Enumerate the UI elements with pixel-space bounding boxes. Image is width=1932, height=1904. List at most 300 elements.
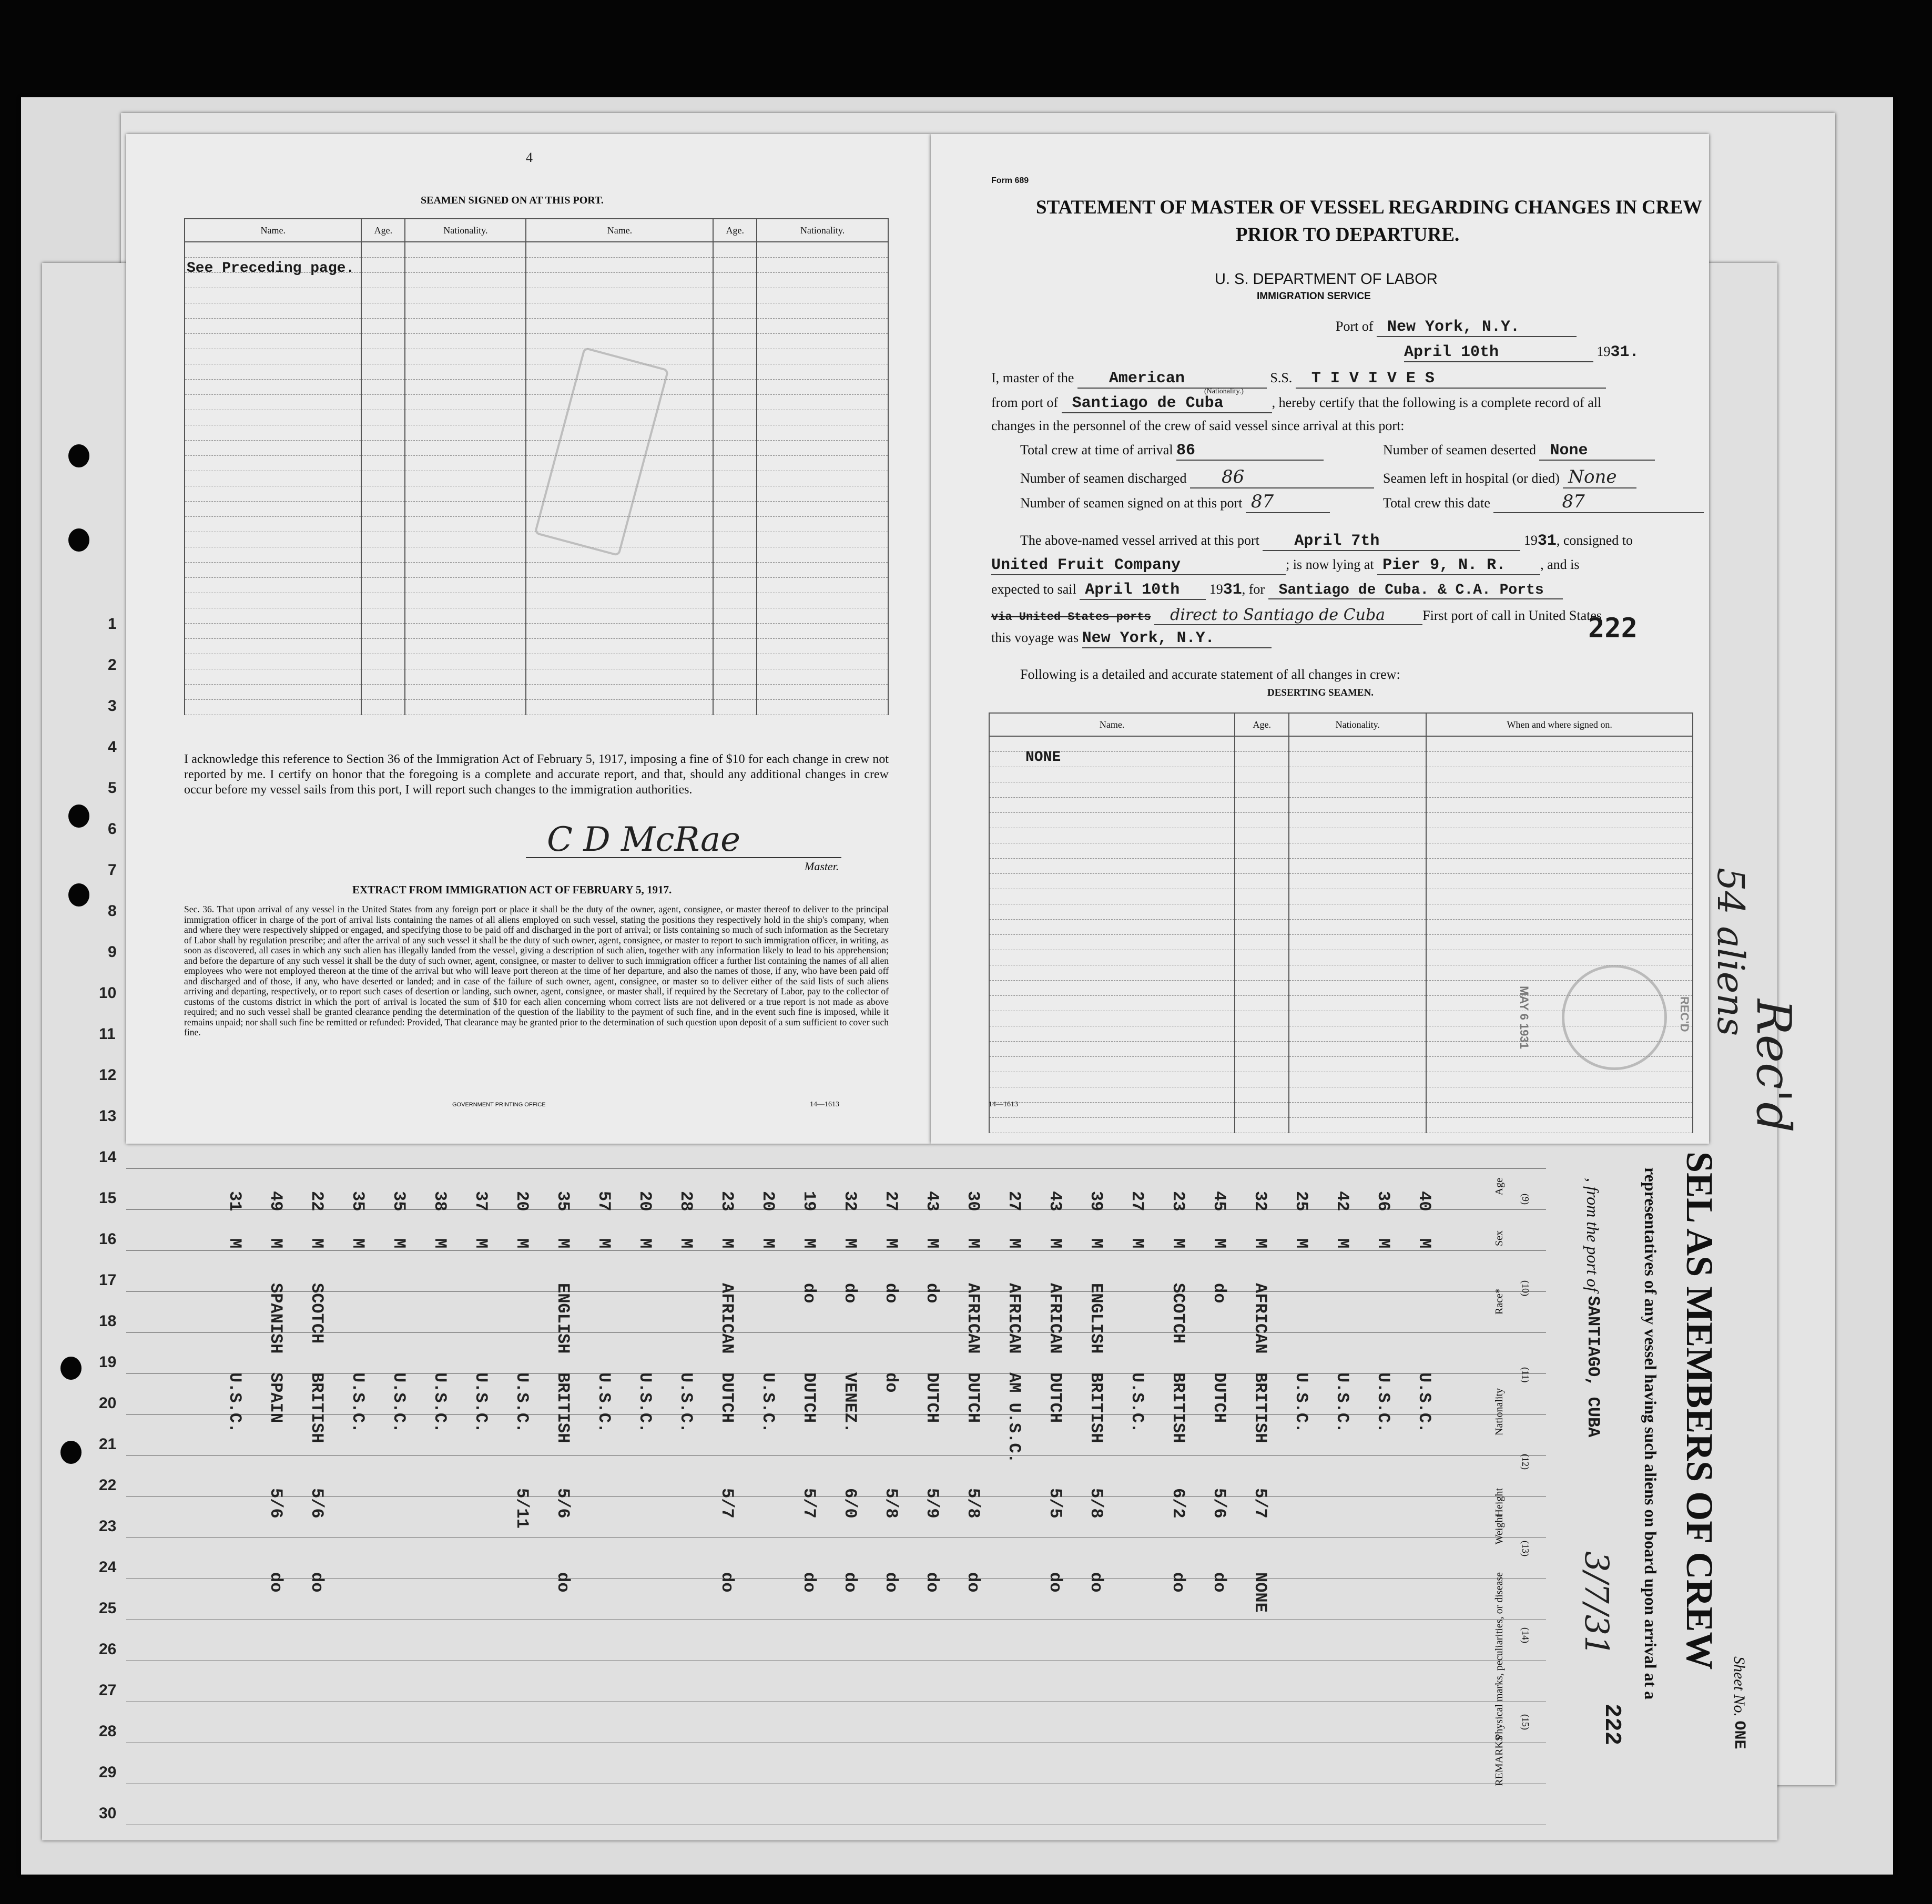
table-cell [405,303,526,319]
entry-nationality: U.S.C. [758,1372,778,1433]
consigned-label: , consigned to [1556,533,1633,548]
table-row [989,874,1693,889]
table-cell [1289,950,1426,965]
table-cell [757,441,888,456]
punch-hole [60,1357,82,1380]
row-number: 8 [108,902,117,920]
table-cell [713,593,757,608]
table-cell [713,517,757,532]
port-row [1336,318,1577,337]
table-cell [1426,859,1693,874]
deserting-entry: NONE [1025,749,1061,766]
table-cell [989,981,1235,996]
table-cell [757,242,888,258]
year-prefix: 19 [1597,344,1611,359]
entry-height: 5/6 [553,1488,573,1519]
table-row [989,767,1693,782]
table-cell [185,700,361,715]
entry-sex: M [1292,1238,1311,1249]
table-row [989,1103,1693,1118]
date-value: April 10th [1404,343,1593,362]
ss-label: S.S. [1270,370,1293,385]
entry-race: SCOTCH [1168,1283,1188,1344]
table-cell [757,654,888,669]
table-cell [757,380,888,395]
table-cell [989,920,1235,935]
table-cell [757,334,888,349]
punch-hole [60,1441,82,1464]
side-handwriting-recd: Rec'd [1746,999,1801,1133]
table-cell [405,319,526,334]
table-cell [989,996,1235,1011]
total-crew-date-label: Total crew this date [1383,495,1490,511]
page-number: 4 [526,150,533,165]
entry-nationality: DUTCH [717,1372,737,1423]
row-rule [126,1291,1546,1292]
col-age: Age. [361,219,405,242]
nationality-caption: (Nationality.) [1204,388,1244,395]
table-row [185,669,888,685]
row-number: 20 [99,1394,117,1412]
table-cell [361,258,405,273]
entry-nationality: U.S.C. [1127,1372,1147,1433]
entry-age: 19 [799,1191,819,1211]
table-cell [361,288,405,303]
table-cell [185,471,361,486]
table-cell [989,1087,1235,1103]
sheet-number [1730,1656,1748,1749]
entry-marks: do [840,1572,860,1593]
table-cell [1235,996,1289,1011]
entry-age: 20 [758,1191,778,1211]
table-cell [185,410,361,425]
row-number: 24 [99,1559,117,1576]
sail-date-value: April 10th [1080,581,1206,600]
arrived-row [1020,532,1633,551]
entry-age: 32 [1250,1191,1270,1211]
table-cell [1235,859,1289,874]
row-number: 7 [108,861,117,879]
manifest-column-number: (11) [1520,1367,1531,1383]
row-number: 16 [99,1230,117,1248]
table-row [989,935,1693,950]
table-cell [405,334,526,349]
row-number: 19 [99,1353,117,1371]
table-row [185,410,888,425]
discharged-label: Number of seamen discharged [1020,471,1187,486]
manifest-column-number: (12) [1520,1454,1531,1470]
table-cell [713,685,757,700]
table-cell [185,624,361,639]
table-cell [185,532,361,547]
entry-sex: M [963,1238,983,1249]
table-cell [1426,1118,1693,1133]
table-cell [361,303,405,319]
changes-text: changes in the personnel of the crew of said vessel since arrival at this port: [991,418,1405,433]
signed-on-rows [185,242,888,715]
table-cell [405,258,526,273]
total-crew-arrival-label: Total crew at time of arrival [1020,442,1173,457]
entry-marks: do [307,1572,327,1593]
table-row [989,736,1693,752]
entry-height: 5/7 [1250,1488,1270,1519]
table-cell [713,441,757,456]
table-cell [713,639,757,654]
table-cell [361,380,405,395]
table-cell [989,813,1235,828]
entry-age: 22 [307,1191,327,1211]
table-cell [526,685,713,700]
row-number: 9 [108,943,117,961]
table-cell [526,578,713,593]
stat-row-2b [1383,466,1636,488]
entry-nationality: U.S.C. [389,1372,409,1433]
date-stamp-text: MAY 6 1931 [1518,986,1531,1049]
master-signature: C D McRae [547,820,741,859]
table-cell [1235,950,1289,965]
entry-age: 23 [717,1191,737,1211]
table-cell [1426,965,1693,981]
table-cell [757,288,888,303]
total-crew-arrival-value: 86 [1176,442,1324,461]
table-cell [361,441,405,456]
entry-age: 42 [1333,1191,1352,1211]
table-cell [1235,1057,1289,1072]
table-row [989,1087,1693,1103]
entry-age: 20 [635,1191,655,1211]
first-port-value: New York, N.Y. [1082,629,1272,648]
row-number: 13 [99,1107,117,1125]
signed-on-title: SEAMEN SIGNED ON AT THIS PORT. [421,195,604,206]
table-row [185,700,888,715]
department: U. S. DEPARTMENT OF LABOR [1215,271,1438,288]
table-row [989,920,1693,935]
table-cell [757,471,888,486]
table-cell [526,258,713,273]
col-age-2: Age. [713,219,757,242]
table-cell [1289,935,1426,950]
entry-race: do [1209,1283,1229,1304]
certify-text: , hereby certify that the following is a complete record of all [1272,395,1602,410]
entry-age: 27 [1127,1191,1147,1211]
table-cell [185,547,361,563]
row-number: 23 [99,1518,117,1535]
table-cell [361,486,405,502]
table-cell [1289,798,1426,813]
entry-age: 27 [1004,1191,1024,1211]
table-cell [989,1103,1235,1118]
row-rule [126,1455,1546,1456]
table-cell [713,380,757,395]
table-cell [1289,920,1426,935]
stat-row-2 [1020,466,1374,488]
table-cell [1289,828,1426,843]
table-cell [405,441,526,456]
table-cell [713,654,757,669]
table-cell [757,578,888,593]
table-cell [757,547,888,563]
desert-col-signed: When and where signed on. [1426,713,1693,736]
table-cell [989,767,1235,782]
table-cell [361,578,405,593]
table-cell [757,669,888,685]
table-cell [185,669,361,685]
total-crew-date-value: 87 [1493,491,1704,513]
entry-nationality: U.S.C. [1374,1372,1393,1433]
table-cell [713,502,757,517]
table-cell [1289,1103,1426,1118]
entry-height: 6/0 [840,1488,860,1519]
table-cell [405,547,526,563]
row-number: 12 [99,1066,117,1084]
table-cell [185,517,361,532]
table-cell [757,502,888,517]
row-rule [126,1332,1546,1333]
table-cell [757,593,888,608]
table-cell [713,273,757,288]
table-cell [1235,965,1289,981]
table-cell [1289,767,1426,782]
row-number: 1 [108,615,117,633]
table-row [989,813,1693,828]
table-cell [185,303,361,319]
entry-marks: do [266,1572,286,1593]
manifest-header: Sex [1493,1230,1505,1246]
table-cell [405,364,526,380]
entry-age: 27 [881,1191,901,1211]
table-cell [361,654,405,669]
table-cell [713,608,757,624]
entry-age: 43 [922,1191,942,1211]
table-cell [1426,1072,1693,1087]
entry-age: 57 [594,1191,614,1211]
table-cell [757,456,888,471]
table-cell [713,303,757,319]
entry-nationality: U.S.C. [1292,1372,1311,1433]
entry-sex: M [225,1238,245,1249]
col-name: Name. [185,219,361,242]
table-cell [1289,904,1426,920]
port-line-label: , from the port of [1583,1178,1602,1292]
first-port-label: First port of call in United States [1422,608,1602,623]
table-cell [361,273,405,288]
entry-nationality: U.S.C. [225,1372,245,1433]
signed-on-value: 87 [1246,491,1330,513]
table-cell [713,242,757,258]
entry-race: AFRICAN [717,1283,737,1354]
table-cell [185,639,361,654]
sail-row [991,581,1563,600]
entry-race: AFRICAN [1045,1283,1065,1354]
arrived-year-prefix: 19 [1523,533,1538,548]
table-cell [1289,1118,1426,1133]
entry-race: ENGLISH [553,1283,573,1354]
entry-nationality: DUTCH [922,1372,942,1423]
row-number: 17 [99,1271,117,1289]
table-row [989,843,1693,859]
table-cell [1426,752,1693,767]
table-cell [405,471,526,486]
entry-race: do [922,1283,942,1304]
manifest-header: Age [1493,1178,1505,1196]
entry-nationality: U.S.C. [430,1372,450,1433]
table-cell [361,700,405,715]
table-cell [1289,965,1426,981]
table-cell [1235,935,1289,950]
table-cell [405,425,526,441]
ship-name: T I V I V E S [1296,370,1606,389]
pier-value: Pier 9, N. R. [1377,556,1540,575]
manifest-port-line [1583,1178,1603,1437]
row-rule [126,1496,1546,1497]
left-form-code: 14—1613 [810,1101,839,1108]
table-cell [1426,889,1693,904]
entry-race: AFRICAN [963,1283,983,1354]
table-cell [1289,1042,1426,1057]
desert-col-name: Name. [989,713,1235,736]
year-suffix: 31. [1610,343,1639,361]
entry-sex: M [430,1238,450,1249]
table-cell [1289,736,1426,752]
right-form-code: 14—1613 [989,1101,1018,1108]
table-cell [713,334,757,349]
table-cell [526,669,713,685]
table-cell [1235,1042,1289,1057]
manifest-header: REMARKS [1493,1735,1505,1786]
entry-race: SPANISH [266,1283,286,1354]
entry-age: 32 [840,1191,860,1211]
table-cell [1426,1087,1693,1103]
table-cell [526,242,713,258]
via-struck: via United States ports [991,610,1151,624]
table-cell [713,425,757,441]
nationality-value: American [1077,370,1267,389]
entry-nationality: do [881,1372,901,1393]
table-cell [757,608,888,624]
col-name-2: Name. [526,219,713,242]
table-cell [757,700,888,715]
table-cell [405,242,526,258]
side-stamp-recd: REC'D [1678,996,1691,1032]
table-cell [526,303,713,319]
entry-nationality: U.S.C. [676,1372,696,1433]
entry-nationality: BRITISH [1168,1372,1188,1443]
table-cell [1289,1011,1426,1026]
table-row [989,1072,1693,1087]
table-cell [526,593,713,608]
table-row [989,782,1693,798]
table-cell [1426,782,1693,798]
table-cell [713,395,757,410]
table-cell [1235,813,1289,828]
table-cell [1426,798,1693,813]
deserting-title: DESERTING SEAMEN. [1267,687,1374,698]
extract-text: Sec. 36. That upon arrival of any vessel in the United States from any foreign port or place it shall be the duty of the owner, agent, consignee, or master thereof to deliver to the principal immigration officer in charge of the port of arrival lists containing the names of all aliens employed on such vessel, stating the positions they respectively hold in the ship's company, when and where they were respectively shipped or engaged, and specifying those to be paid off and discharged in the port of arrival; or lists containing so much of such information as the Secretary of Labor shall by regulation prescribe; and after the arrival of any such vessel it shall be the duty of such owner, agent, consignee, or master to report to such immigration officer, in writing, as soon as discovered, all cases in which any such alien has illegally landed from the vessel, giving a description of such alien, together with any information likely to lead to his apprehension; and before the departure of any such vessel it shall be the duty of such owner, agent, consignee, or master to deliver to such immigration officer a further list containing the names of all alien employees who were not employed thereon at the time of the arrival but who will leave port thereon at the time of her departure, and also the names of those, if any, who have been paid off and discharged and of those, if any, who have deserted or landed; and in case of the failure of such owner, agent, consignee, or master so to deliver either of the said lists of such aliens arriving and departing, respectively, or to report such cases of desertion or landing, such owner, agent, consignee, or master shall, if required by the Secretary of Labor, pay to the collector of customs of the customs district in which the port of arrival is located the sum of $10 for each alien concerning whom correct lists are not delivered or a true report is not made as above required; and no such vessel shall be granted clearance pending the determination of the question of the liability to the payment of such fine, and in the event such fine is imposed, while it remains unpaid; nor shall such fine be remitted or refunded: Provided, That clearance may be granted prior to the determination of such question upon deposit of a sum sufficient to cover such fine. [184,904,889,1037]
consignee-row [991,556,1579,575]
table-cell [405,410,526,425]
entry-height: 5/6 [1209,1488,1229,1519]
table-cell [1426,950,1693,965]
table-cell [361,502,405,517]
table-cell [526,319,713,334]
table-cell [526,334,713,349]
table-cell [405,654,526,669]
arrived-year-suffix: 31 [1537,532,1557,550]
sheet-label: Sheet No. [1731,1656,1748,1717]
table-cell [1426,874,1693,889]
table-cell [757,685,888,700]
manifest-date: 3/7/31 [1578,1551,1616,1656]
table-cell [989,782,1235,798]
row-number: 14 [99,1148,117,1166]
stat-row-3 [1020,491,1330,513]
punch-hole [68,805,89,828]
entry-age: 43 [1045,1191,1065,1211]
entry-sex: M [1168,1238,1188,1249]
manifest-column-number: (14) [1520,1627,1531,1643]
form-number: Form 689 [991,176,1029,185]
table-cell [1426,904,1693,920]
entry-age: 39 [1086,1191,1106,1211]
from-port-value: Santiago de Cuba [1062,394,1272,413]
entry-sex: M [1209,1238,1229,1249]
table-cell [405,639,526,654]
entry-sex: M [266,1238,286,1249]
row-number: 25 [99,1600,117,1617]
table-cell [989,874,1235,889]
table-cell [405,563,526,578]
table-cell [1426,920,1693,935]
table-cell [1235,889,1289,904]
table-cell [405,380,526,395]
table-cell [405,578,526,593]
entry-nationality: DUTCH [1209,1372,1229,1423]
entry-nationality: U.S.C. [1415,1372,1434,1433]
table-row [185,624,888,639]
port-label: Port of [1336,319,1374,334]
table-cell [185,486,361,502]
row-number: 22 [99,1477,117,1494]
table-cell [185,319,361,334]
table-row [185,395,888,410]
table-cell [1235,904,1289,920]
table-cell [989,950,1235,965]
first-port-row [991,629,1272,648]
row-number: 2 [108,656,117,674]
manifest-header: Race* [1493,1288,1505,1315]
entry-age: 37 [471,1191,491,1211]
table-cell [405,502,526,517]
table-cell [405,532,526,547]
entry-nationality: U.S.C. [348,1372,368,1433]
entry-nationality: DUTCH [799,1372,819,1423]
entry-marks: do [717,1572,737,1593]
entry-age: 20 [512,1191,532,1211]
entry-age: 35 [348,1191,368,1211]
table-cell [405,273,526,288]
entry-nationality: BRITISH [1086,1372,1106,1443]
entry-height: 6/2 [1168,1488,1188,1519]
deserted-value: None [1539,442,1655,461]
entry-nationality: BRITISH [553,1372,573,1443]
table-cell [989,798,1235,813]
seamen-signed-on-page [126,134,931,1144]
table-cell [185,593,361,608]
table-row [185,303,888,319]
stat-row-1b [1383,442,1655,461]
table-cell [757,532,888,547]
entry-sex: M [1127,1238,1147,1249]
